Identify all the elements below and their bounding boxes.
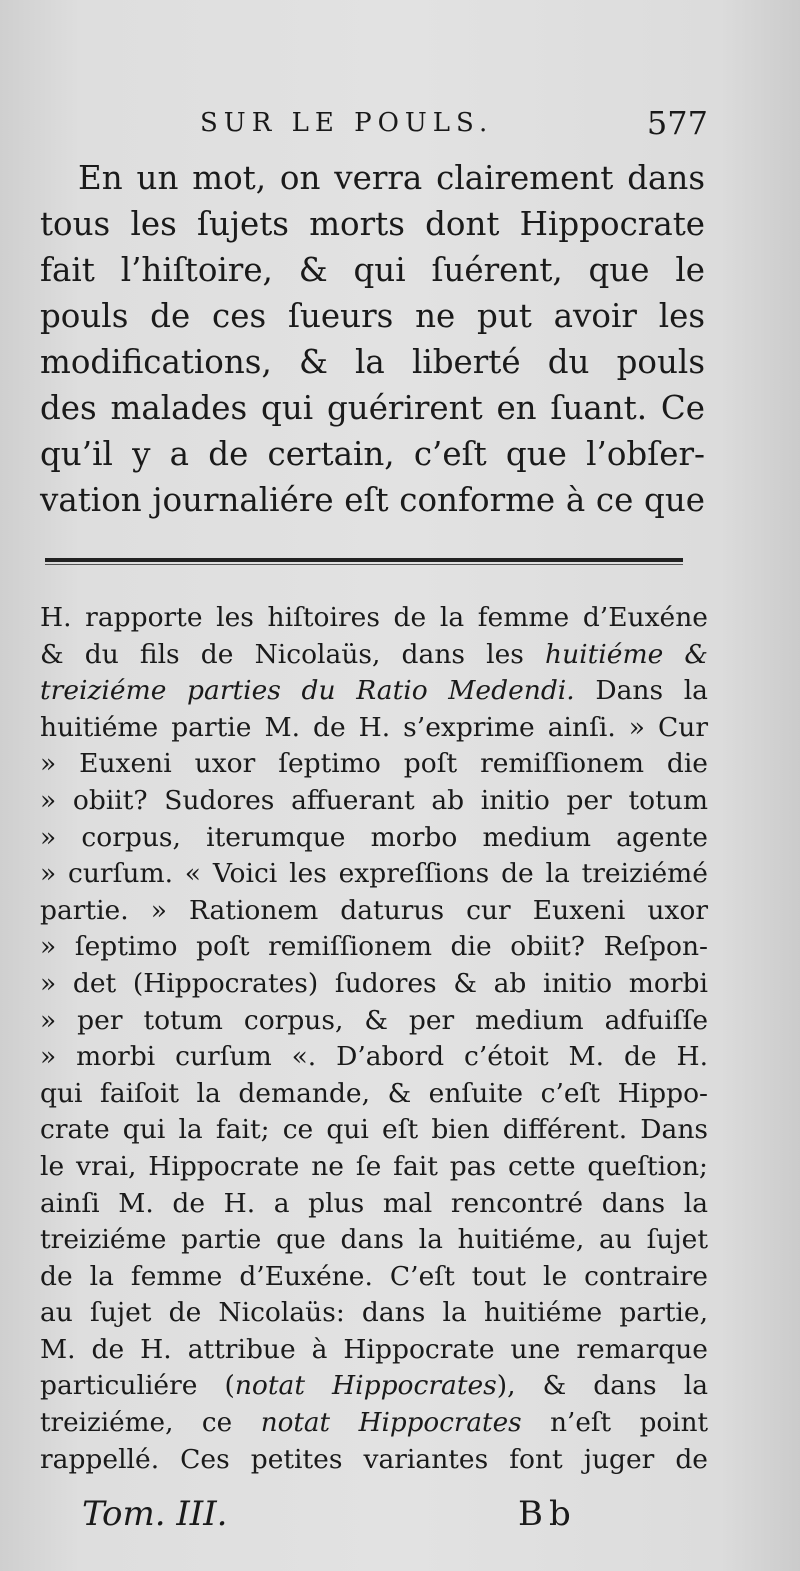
footnote-line: » det (Hippocrates) ſudores & ab initio morbi <box>40 967 708 999</box>
page-header <box>40 104 708 148</box>
footnote-line: qui faiſoit la demande, & enſuite c’eſt Hippo- <box>40 1077 708 1109</box>
footnote-text: particuliére ( <box>40 1370 235 1402</box>
page-footer <box>82 1494 582 1544</box>
footnote-line: » obiit? Sudores affuerant ab initio per totum <box>40 784 708 816</box>
footnote-line: » morbi curſum «. D’abord c’étoit M. de H. <box>40 1041 708 1073</box>
footnote-line: le vrai, Hippocrate ne ſe fait pas cette queſtion; <box>40 1150 708 1182</box>
footnote-text: H. rapporte les hiſtoires de la femme d’Euxéne <box>40 602 708 633</box>
footnote-line: » corpus, iterumque morbo medium agente <box>40 821 708 853</box>
footnote-text: n’eſt point <box>521 1408 708 1439</box>
footnote-italic: treiziéme parties du Ratio Medendi. <box>40 675 575 707</box>
footnote-line: » per totum corpus, & per medium adfuiſſe <box>40 1004 708 1036</box>
footnote-italic: notat Hippocrates <box>260 1408 522 1439</box>
footnote-text: ), & dans la <box>496 1370 708 1402</box>
footnote-line: rappellé. Ces petites variantes font juger de <box>40 1443 708 1475</box>
main-line: tous les ſujets morts dont Hippocrate <box>40 205 705 243</box>
footnote-line: » Euxeni uxor ſeptimo poſt remiſſionem die <box>40 748 708 780</box>
footnote-line: au ſujet de Nicolaüs: dans la huitiéme partie, <box>40 1297 708 1329</box>
footnote <box>40 600 708 1478</box>
main-line: En un mot, on verra clairement dans <box>78 159 705 197</box>
footnote-line <box>40 637 708 674</box>
footnote-text: & du fils de Nicolaüs, dans les <box>40 638 546 670</box>
footnote-line: de la femme d’Euxéne. C’eſt tout le contraire <box>40 1260 708 1292</box>
main-line: modifications, & la liberté du pouls <box>40 343 705 381</box>
page-number: 577 <box>646 104 708 142</box>
volume-mark: Tom. III. <box>82 1494 228 1534</box>
footnote-separator-rule <box>45 558 683 562</box>
footnote-italic: huitiéme & <box>545 638 708 670</box>
running-head: SUR LE POULS. <box>200 108 494 138</box>
signature-mark: Bb <box>518 1494 577 1534</box>
main-line: qu’il y a de certain, c’eſt que l’obſer- <box>40 435 705 473</box>
footnote-line: huitiéme partie M. de H. s’exprime ainſi. » Cur <box>40 711 708 743</box>
footnote-line: ainſi M. de H. a plus mal rencontré dans la <box>40 1187 708 1219</box>
footnote-line <box>40 1405 708 1442</box>
footnote-line: » ſeptimo poſt remiſſionem die obiit? Reſpon- <box>40 931 708 963</box>
main-line: pouls de ces ſueurs ne put avoir les <box>40 297 705 335</box>
footnote-line: crate qui la fait; ce qui eſt bien différent. Dans <box>40 1114 708 1146</box>
footnote-text: Dans la <box>574 675 708 707</box>
footnote-line <box>40 1368 708 1405</box>
main-line: des malades qui guérirent en ſuant. Ce <box>40 389 705 427</box>
footnote-text: treiziéme, ce <box>40 1408 261 1439</box>
footnote-italic: notat Hippocrates <box>234 1370 497 1402</box>
footnote-line <box>40 600 708 637</box>
footnote-line: M. de H. attribue à Hippocrate une remarque <box>40 1333 708 1365</box>
main-line: fait l’hiſtoire, & qui ſuérent, que le <box>40 251 705 289</box>
footnote-line <box>40 673 708 710</box>
main-text <box>40 155 705 523</box>
main-line: vation journaliére eſt conforme à ce que <box>40 481 705 519</box>
footnote-line: » curſum. « Voici les expreſſions de la treiziémé <box>40 858 708 890</box>
footnote-line: treiziéme partie que dans la huitiéme, au ſujet <box>40 1224 708 1256</box>
footnote-line: partie. » Rationem daturus cur Euxeni uxor <box>40 894 708 926</box>
